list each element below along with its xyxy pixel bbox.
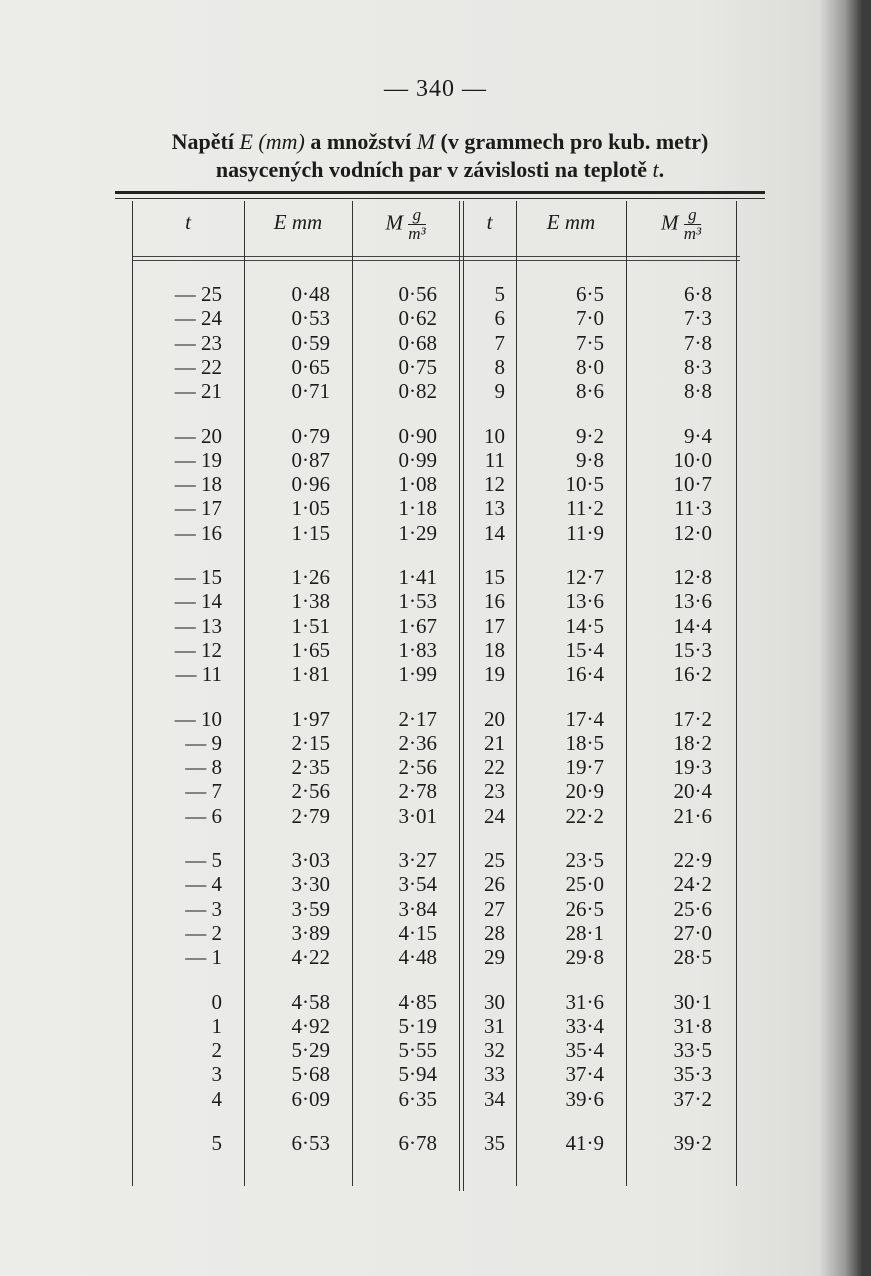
table-cell-right-t: 22 bbox=[484, 755, 505, 780]
table-cell-right-e: 13·6 bbox=[565, 589, 604, 614]
table-cell-left-e: 1·15 bbox=[291, 520, 330, 545]
table-cell-left-t: 2 bbox=[211, 1038, 222, 1063]
table-cell-left-e: 4·22 bbox=[291, 945, 330, 970]
table-cell-left-e: 0·53 bbox=[291, 306, 330, 331]
table-cell-right-m: 15·3 bbox=[673, 637, 712, 662]
table-cell-right-e: 39·6 bbox=[565, 1086, 604, 1111]
table-cell-left-m: 1·83 bbox=[398, 637, 437, 662]
table-cell-left-e: 5·68 bbox=[291, 1062, 330, 1087]
table-cell-right-m: 10·0 bbox=[673, 447, 712, 472]
table-cell-left-e: 1·51 bbox=[291, 613, 330, 638]
table-cell-left-m: 1·53 bbox=[398, 589, 437, 614]
table-cell-left-t: — 9 bbox=[185, 730, 222, 755]
table-cell-right-m: 13·6 bbox=[673, 589, 712, 614]
table-cell-right-e: 20·9 bbox=[565, 779, 604, 804]
table-cell-right-e: 7·5 bbox=[576, 330, 604, 355]
table-cell-left-t: — 11 bbox=[175, 662, 222, 687]
table-cell-right-t: 31 bbox=[484, 1013, 505, 1038]
table-cell-right-m: 12·0 bbox=[673, 520, 712, 545]
table-cell-left-e: 5·29 bbox=[291, 1038, 330, 1063]
table-cell-left-m: 0·56 bbox=[398, 282, 437, 306]
header-e-left: E mm bbox=[273, 210, 323, 234]
table-cell-left-t: — 2 bbox=[185, 920, 222, 945]
table-cell-left-m: 1·18 bbox=[398, 496, 437, 521]
table-cell-right-t: 29 bbox=[484, 945, 505, 970]
table-cell-left-m: 1·08 bbox=[398, 472, 437, 497]
header-m-symbol: M bbox=[660, 210, 679, 235]
table-cell-left-e: 6·09 bbox=[291, 1086, 330, 1111]
table-cell-left-m: 0·90 bbox=[398, 423, 437, 448]
table-cell-right-m: 21·6 bbox=[673, 803, 712, 828]
table-cell-left-e: 0·59 bbox=[291, 330, 330, 355]
table-cell-right-e: 12·7 bbox=[565, 565, 604, 589]
table-cell-right-e: 41·9 bbox=[565, 1131, 604, 1155]
table-cell-right-e: 22·2 bbox=[565, 803, 604, 828]
table-top-rule bbox=[115, 191, 765, 194]
table-cell-right-e: 7·0 bbox=[576, 306, 604, 331]
table-cell-left-e: 2·15 bbox=[291, 730, 330, 755]
table-cell-right-m: 22·9 bbox=[673, 848, 712, 872]
table-cell-right-t: 16 bbox=[484, 589, 505, 614]
table-cell-left-e: 2·35 bbox=[291, 755, 330, 780]
table-cell-right-e: 10·5 bbox=[565, 472, 604, 497]
fraction-denominator: m³ bbox=[408, 224, 426, 243]
table-cell-left-t: — 3 bbox=[185, 896, 222, 921]
table-cell-left-t: — 18 bbox=[174, 472, 222, 497]
caption-text-b: a množství bbox=[304, 129, 417, 154]
table-cell-right-e: 6·5 bbox=[576, 282, 604, 306]
caption-text-c: (v grammech pro kub. metr) bbox=[435, 129, 709, 154]
table-cell-left-m: 3·84 bbox=[398, 896, 437, 921]
table-cell-right-e: 33·4 bbox=[565, 1013, 604, 1038]
table-cell-right-e: 9·8 bbox=[576, 447, 604, 472]
table-cell-right-e: 15·4 bbox=[565, 637, 604, 662]
table-cell-left-e: 3·03 bbox=[291, 848, 330, 872]
table-cell-right-m: 7·3 bbox=[684, 306, 712, 331]
table-cell-right-t: 12 bbox=[484, 472, 505, 497]
table-cell-right-e: 37·4 bbox=[565, 1062, 604, 1087]
fraction-denominator: m³ bbox=[683, 224, 702, 243]
table-cell-right-m: 8·3 bbox=[684, 354, 712, 379]
caption-dot: . bbox=[658, 157, 665, 182]
table-cell-right-t: 9 bbox=[494, 379, 505, 404]
table-cell-right-t: 24 bbox=[484, 803, 505, 828]
table-cell-left-t: — 7 bbox=[185, 779, 222, 804]
table-cell-right-m: 33·5 bbox=[673, 1038, 712, 1063]
table-cell-left-e: 1·65 bbox=[291, 637, 330, 662]
fraction-numerator: g bbox=[684, 206, 701, 225]
table-cell-right-e: 11·9 bbox=[566, 520, 604, 545]
table-cell-right-t: 13 bbox=[484, 496, 505, 521]
table-cell-right-t: 14 bbox=[484, 520, 505, 545]
table-cell-right-t: 35 bbox=[484, 1131, 505, 1155]
table-cell-right-m: 7·8 bbox=[684, 330, 712, 355]
table-cell-right-m: 20·4 bbox=[673, 779, 712, 804]
table-cell-left-e: 0·48 bbox=[291, 282, 330, 306]
caption-symbol-t: t bbox=[652, 157, 659, 182]
table-cell-left-m: 2·56 bbox=[398, 755, 437, 780]
table-cell-left-m: 2·17 bbox=[398, 706, 437, 731]
page-number: — 340 — bbox=[384, 76, 487, 102]
table-cell-right-t: 21 bbox=[484, 730, 505, 755]
table-cell-left-t: — 24 bbox=[174, 306, 222, 331]
table-cell-right-m: 19·3 bbox=[673, 755, 712, 780]
table-cell-right-t: 18 bbox=[484, 637, 505, 662]
table-cell-right-e: 29·8 bbox=[565, 945, 604, 970]
table-cell-left-e: 1·05 bbox=[291, 496, 330, 521]
header-m-fraction bbox=[684, 206, 701, 243]
table-cell-left-t: — 15 bbox=[174, 565, 222, 589]
table-cell-right-e: 8·0 bbox=[576, 354, 604, 379]
table-cell-right-m: 35·3 bbox=[673, 1062, 712, 1087]
table-cell-left-t: — 6 bbox=[185, 803, 222, 828]
caption-symbol-m: M bbox=[416, 129, 436, 154]
table-cell-left-e: 1·97 bbox=[291, 706, 330, 731]
table-cell-right-t: 20 bbox=[484, 706, 505, 731]
table-cell-left-m: 0·82 bbox=[398, 379, 437, 404]
table-cell-left-t: — 16 bbox=[174, 520, 222, 545]
table-cell-left-t: — 14 bbox=[174, 589, 222, 614]
table-cell-right-e: 8·6 bbox=[576, 379, 604, 404]
table-cell-right-t: 28 bbox=[484, 920, 505, 945]
table-cell-left-m: 3·01 bbox=[398, 803, 437, 828]
table-cell-right-t: 6 bbox=[494, 306, 505, 331]
table-cell-left-e: 1·38 bbox=[291, 589, 330, 614]
table-cell-left-m: 0·68 bbox=[398, 330, 437, 355]
table-cell-left-m: 6·78 bbox=[398, 1131, 437, 1155]
table-cell-left-m: 1·41 bbox=[398, 565, 437, 589]
table-cell-left-m: 1·99 bbox=[398, 662, 437, 687]
table-cell-right-m: 27·0 bbox=[673, 920, 712, 945]
table-cell-left-t: — 5 bbox=[185, 848, 222, 872]
table-cell-left-e: 1·81 bbox=[291, 662, 330, 687]
header-e-right: E mm bbox=[546, 210, 596, 234]
table-cell-left-m: 6·35 bbox=[398, 1086, 437, 1111]
table-cell-right-m: 24·2 bbox=[673, 872, 712, 897]
table-cell-right-t: 26 bbox=[484, 872, 505, 897]
table-cell-left-e: 3·30 bbox=[291, 872, 330, 897]
table-cell-right-t: 34 bbox=[484, 1086, 505, 1111]
table-cell-right-e: 14·5 bbox=[565, 613, 604, 638]
header-m-symbol: M bbox=[385, 210, 403, 235]
table-cell-left-e: 2·79 bbox=[291, 803, 330, 828]
table-cell-left-t: — 23 bbox=[174, 330, 222, 355]
table-cell-right-m: 11·3 bbox=[674, 496, 712, 521]
table-cell-left-t: — 25 bbox=[174, 282, 222, 306]
table-cell-right-m: 28·5 bbox=[673, 945, 712, 970]
table-cell-left-t: — 4 bbox=[185, 872, 222, 897]
table-cell-right-t: 10 bbox=[484, 423, 505, 448]
table-cell-left-m: 1·29 bbox=[398, 520, 437, 545]
caption-line-2: nasycených vodních par v závislosti na teplotě bbox=[215, 157, 653, 182]
table-cell-left-e: 6·53 bbox=[291, 1131, 330, 1155]
table-cell-right-t: 19 bbox=[484, 662, 505, 687]
table-cell-right-t: 5 bbox=[494, 282, 505, 306]
header-rule bbox=[132, 256, 740, 257]
table-cell-left-t: — 1 bbox=[185, 945, 222, 970]
table-cell-left-m: 0·75 bbox=[398, 354, 437, 379]
table-cell-left-e: 2·56 bbox=[291, 779, 330, 804]
table-cell-left-e: 4·92 bbox=[291, 1013, 330, 1038]
table-cell-right-e: 16·4 bbox=[565, 662, 604, 687]
table-cell-left-m: 2·78 bbox=[398, 779, 437, 804]
table-cell-left-e: 0·87 bbox=[291, 447, 330, 472]
table-cell-left-t: 5 bbox=[211, 1131, 222, 1155]
table-cell-left-t: 4 bbox=[211, 1086, 222, 1111]
table-top-rule-thin bbox=[115, 198, 765, 199]
table-cell-right-t: 33 bbox=[484, 1062, 505, 1087]
table-cell-left-t: — 21 bbox=[174, 379, 222, 404]
table-cell-left-m: 1·67 bbox=[398, 613, 437, 638]
table-cell-left-m: 0·99 bbox=[398, 447, 437, 472]
table-cell-left-e: 1·26 bbox=[291, 565, 330, 589]
table-cell-left-t: — 20 bbox=[174, 423, 222, 448]
table-cell-left-m: 4·48 bbox=[398, 945, 437, 970]
table-cell-right-e: 31·6 bbox=[565, 989, 604, 1014]
table-cell-left-m: 5·55 bbox=[398, 1038, 437, 1063]
table-cell-left-e: 0·71 bbox=[291, 379, 330, 404]
table-cell-left-t: 3 bbox=[211, 1062, 222, 1087]
table-cell-right-m: 37·2 bbox=[673, 1086, 712, 1111]
table-cell-left-m: 0·62 bbox=[398, 306, 437, 331]
table-cell-right-t: 25 bbox=[484, 848, 505, 872]
caption-unit-mm: (mm) bbox=[258, 129, 305, 154]
table-cell-right-e: 19·7 bbox=[565, 755, 604, 780]
table-cell-right-e: 9·2 bbox=[576, 423, 604, 448]
table-cell-left-t: 1 bbox=[211, 1013, 222, 1038]
table-cell-left-t: — 19 bbox=[174, 447, 222, 472]
table-cell-left-m: 5·94 bbox=[398, 1062, 437, 1087]
header-t-left: t bbox=[185, 210, 191, 234]
table-cell-left-e: 0·96 bbox=[291, 472, 330, 497]
table-cell-left-t: 0 bbox=[211, 989, 222, 1014]
table-cell-right-t: 17 bbox=[484, 613, 505, 638]
caption-text-a: Napětí bbox=[171, 129, 240, 154]
table-cell-left-e: 0·65 bbox=[291, 354, 330, 379]
table-cell-right-m: 12·8 bbox=[673, 565, 712, 589]
table-cell-left-t: — 17 bbox=[174, 496, 222, 521]
table-cell-left-t: — 22 bbox=[174, 354, 222, 379]
table-cell-right-m: 10·7 bbox=[673, 472, 712, 497]
table-cell-right-t: 27 bbox=[484, 896, 505, 921]
table-cell-left-t: — 13 bbox=[174, 613, 222, 638]
table-cell-left-m: 3·54 bbox=[398, 872, 437, 897]
table-cell-right-e: 23·5 bbox=[565, 848, 604, 872]
table-cell-right-e: 28·1 bbox=[565, 920, 604, 945]
fraction-numerator: g bbox=[408, 206, 425, 225]
table-cell-right-e: 26·5 bbox=[565, 896, 604, 921]
table-cell-left-m: 5·19 bbox=[398, 1013, 437, 1038]
table-right-border bbox=[736, 201, 737, 1186]
table-cell-left-m: 4·85 bbox=[398, 989, 437, 1014]
table-cell-right-m: 18·2 bbox=[673, 730, 712, 755]
table-cell-right-t: 11 bbox=[484, 447, 505, 472]
table-cell-left-m: 2·36 bbox=[398, 730, 437, 755]
table-cell-right-t: 8 bbox=[494, 354, 505, 379]
table-cell-right-e: 18·5 bbox=[565, 730, 604, 755]
header-m-left bbox=[352, 206, 459, 243]
table-cell-left-e: 0·79 bbox=[291, 423, 330, 448]
caption-symbol-e: E bbox=[239, 129, 253, 154]
table-cell-right-m: 16·2 bbox=[673, 662, 712, 687]
table-cell-right-e: 11·2 bbox=[566, 496, 604, 521]
table-cell-right-e: 35·4 bbox=[565, 1038, 604, 1063]
table-cell-right-m: 25·6 bbox=[673, 896, 712, 921]
table-caption bbox=[100, 128, 780, 184]
table-cell-right-m: 9·4 bbox=[684, 423, 712, 448]
table-cell-right-m: 8·8 bbox=[684, 379, 712, 404]
table-cell-right-t: 7 bbox=[494, 330, 505, 355]
table-cell-left-t: — 8 bbox=[185, 755, 222, 780]
table-cell-left-t: — 10 bbox=[174, 706, 222, 731]
table-cell-right-m: 6·8 bbox=[684, 282, 712, 306]
table-cell-right-t: 30 bbox=[484, 989, 505, 1014]
table-cell-right-e: 17·4 bbox=[565, 706, 604, 731]
table-cell-left-m: 3·27 bbox=[398, 848, 437, 872]
header-rule-2 bbox=[132, 260, 740, 261]
table-cell-right-t: 15 bbox=[484, 565, 505, 589]
table-cell-right-m: 30·1 bbox=[673, 989, 712, 1014]
table-cell-right-m: 39·2 bbox=[673, 1131, 712, 1155]
table-cell-left-e: 3·89 bbox=[291, 920, 330, 945]
table-cell-right-m: 17·2 bbox=[673, 706, 712, 731]
table-cell-left-t: — 12 bbox=[174, 637, 222, 662]
table-cell-right-t: 32 bbox=[484, 1038, 505, 1063]
header-t-right: t bbox=[486, 210, 493, 234]
table-cell-right-m: 14·4 bbox=[673, 613, 712, 638]
table-cell-left-e: 4·58 bbox=[291, 989, 330, 1014]
table-cell-right-m: 31·8 bbox=[673, 1013, 712, 1038]
table-cell-right-t: 23 bbox=[484, 779, 505, 804]
header-m-fraction bbox=[408, 206, 425, 243]
table-cell-left-e: 3·59 bbox=[291, 896, 330, 921]
table-cell-right-e: 25·0 bbox=[565, 872, 604, 897]
table-cell-left-m: 4·15 bbox=[398, 920, 437, 945]
header-m-right bbox=[626, 206, 736, 243]
